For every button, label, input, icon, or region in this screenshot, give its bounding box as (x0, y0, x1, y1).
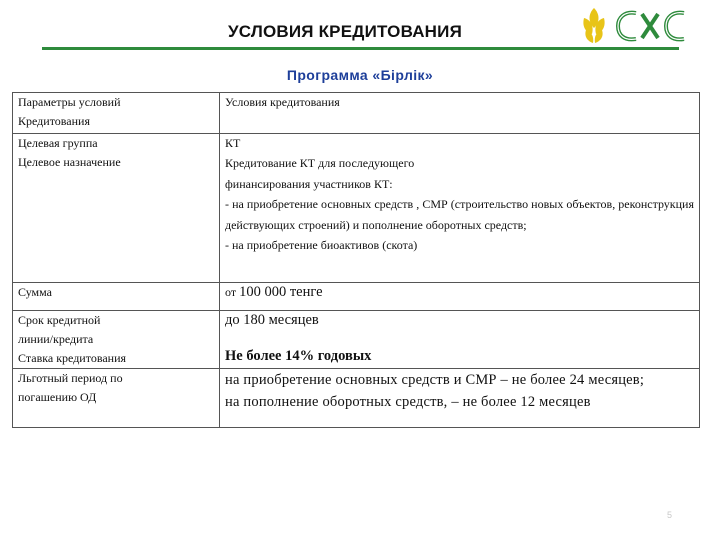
table-row (13, 134, 700, 283)
conditions-header-cell: Условия кредитования (220, 93, 700, 134)
sum-label-cell: Сумма (13, 283, 220, 311)
table-row (13, 311, 700, 369)
target-labels-cell: Целевая группа Целевое назначение (13, 134, 220, 283)
term-rate-values-cell: до 180 месяцев Не более 14% годовых (220, 311, 700, 369)
term-rate-labels-cell: Срок кредитной линии/кредита Ставка кредитования (13, 311, 220, 369)
target-values-cell: КТ Кредитование КТ для последующего финансирования участников КТ: - на приобретение основных средств , СМР (строительство новых объектов, реконструкция действующих строений) и пополнение оборотных средств; - на приобретение биоактивов (скота) (220, 134, 700, 283)
grace-value-cell: на приобретение основных средств и СМР – не более 24 месяцев; на пополнение оборотных средств, – не более 12 месяцев (220, 369, 700, 428)
params-label-cell: Параметры условий Кредитования (13, 93, 220, 134)
sum-value-cell: от 100 000 тенге (220, 283, 700, 311)
program-subtitle: Программа «Бірлік» (286, 67, 434, 83)
credit-conditions-table (12, 92, 700, 428)
logo-icon (580, 4, 700, 46)
page-number: 5 (667, 510, 673, 520)
table-row (13, 93, 700, 134)
grace-label-cell: Льготный период по погашению ОД (13, 369, 220, 428)
title-underline (42, 47, 679, 50)
purpose-text: Кредитование КТ для последующего финансирования участников КТ: - на приобретение основных средств , СМР (строительство новых объектов, реконструкция действующих строений) и пополнение оборотных средств; - на приобретение биоактивов (скота) (225, 156, 694, 252)
slide-title: УСЛОВИЯ КРЕДИТОВАНИЯ (227, 22, 462, 41)
table-row (13, 369, 700, 428)
table-row (13, 283, 700, 311)
